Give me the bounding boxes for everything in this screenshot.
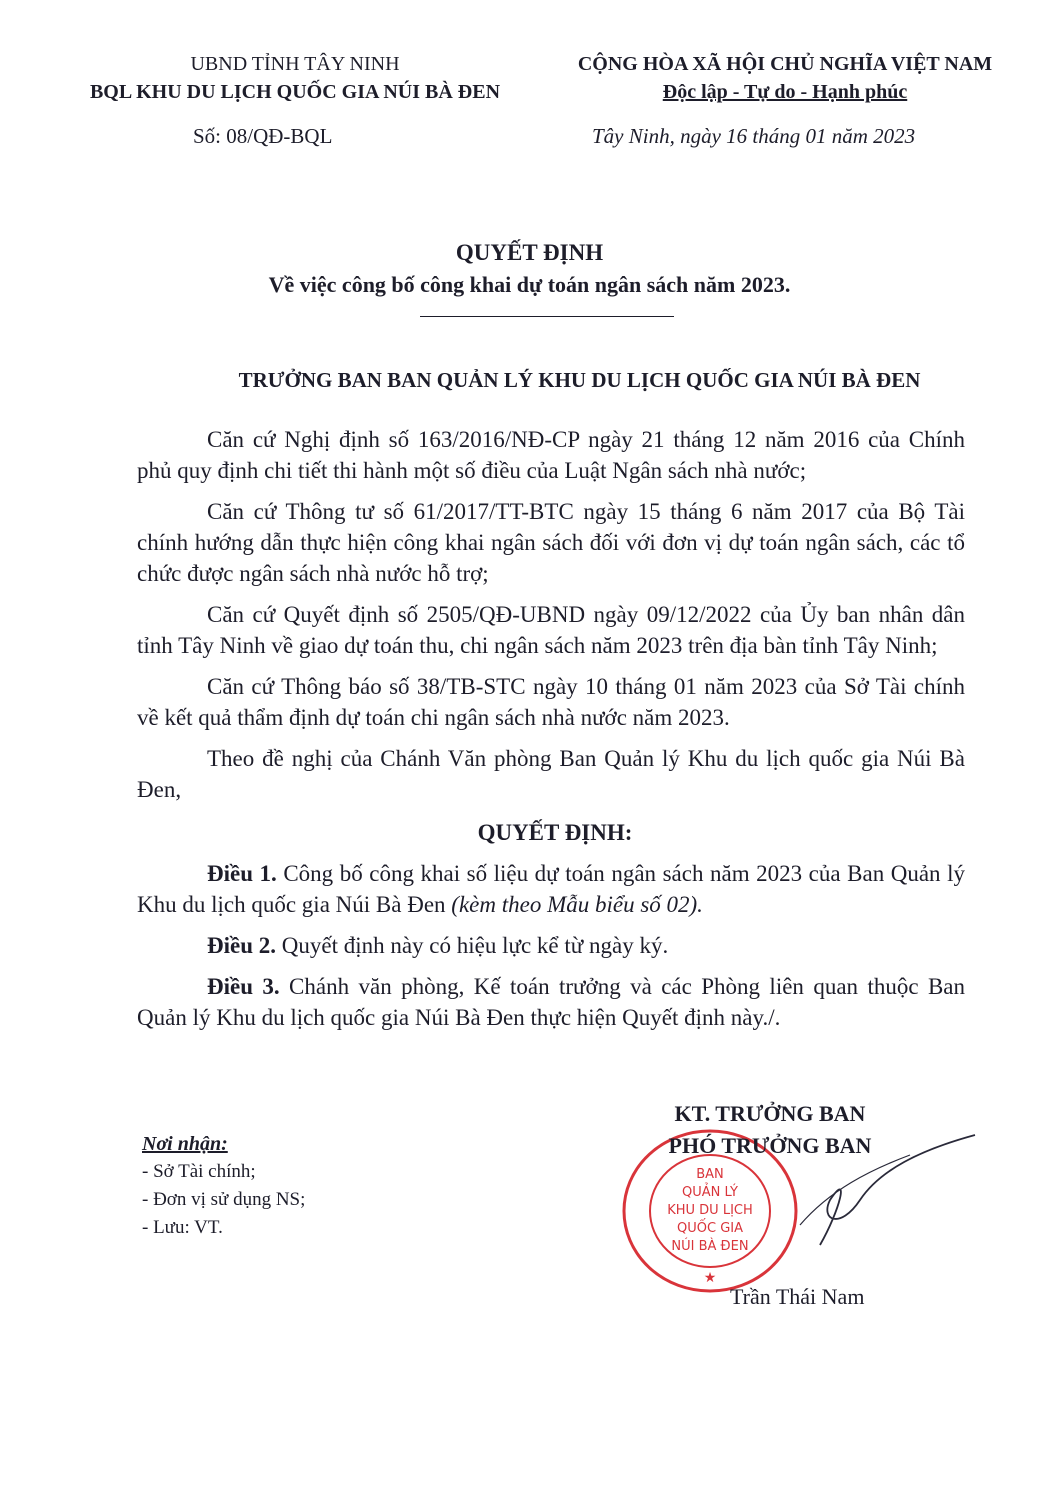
recital-1: Căn cứ Nghị định số 163/2016/NĐ-CP ngày 21 tháng 12 năm 2016 của Chính phủ quy định chi tiết thi hành một số điều của Luật Ngân sách nhà nước; [137, 427, 965, 483]
document-date: Tây Ninh, ngày 16 tháng 01 năm 2023 [592, 124, 916, 148]
seal-line: NÚI BÀ ĐEN [671, 1239, 749, 1254]
issuer-parent: UBND TỈNH TÂY NINH [190, 53, 400, 75]
document-title: QUYẾT ĐỊNH [455, 240, 604, 265]
recipient-item: - Đơn vị sử dụng NS; [142, 1189, 306, 1210]
recipients-heading: Nơi nhận: [142, 1133, 228, 1155]
signer-name: Trần Thái Nam [730, 1284, 865, 1309]
article-3-label: Điều 3. [207, 974, 280, 999]
document-subtitle: Về việc công bố công khai dự toán ngân sách năm 2023. [268, 272, 791, 297]
title-divider [420, 316, 674, 317]
issuer-block [40, 50, 550, 106]
article-2-text: Quyết định này có hiệu lực kể từ ngày ký. [276, 933, 669, 958]
article-2-label: Điều 2. [207, 933, 276, 958]
country-name: CỘNG HÒA XÃ HỘI CHỦ NGHĨA VIỆT NAM [577, 53, 993, 75]
seal-line: QUỐC GIA [677, 1221, 743, 1236]
national-motto: Độc lập - Tự do - Hạnh phúc [662, 81, 908, 103]
article-1-label: Điều 1. [207, 861, 277, 886]
issuer-name: BQL KHU DU LỊCH QUỐC GIA NÚI BÀ ĐEN [89, 81, 501, 103]
recipient-item: - Sở Tài chính; [142, 1161, 256, 1182]
issuing-authority: TRƯỞNG BAN BAN QUẢN LÝ KHU DU LỊCH QUỐC GIA NÚI BÀ ĐEN [238, 368, 921, 392]
seal-line: BAN [696, 1167, 724, 1182]
article-3 [137, 971, 965, 1033]
document-body [137, 424, 965, 1043]
seal-line: KHU DU LỊCH [667, 1203, 753, 1218]
recital-4: Căn cứ Thông báo số 38/TB-STC ngày 10 tháng 01 năm 2023 của Sở Tài chính về kết quả thẩm định dự toán chi ngân sách nhà nước năm 2023. [137, 674, 965, 730]
signature-title: KT. TRƯỞNG BAN [674, 1101, 866, 1126]
handwritten-signature [780, 1130, 980, 1250]
recital-3: Căn cứ Quyết định số 2505/QĐ-UBND ngày 09/12/2022 của Ủy ban nhân dân tỉnh Tây Ninh về giao dự toán thu, chi ngân sách năm 2023 trên địa bàn tỉnh Tây Ninh; [137, 602, 965, 658]
decision-heading: QUYẾT ĐỊNH: [477, 820, 633, 845]
seal-star-icon: ★ [703, 1271, 717, 1286]
seal-line: QUẢN LÝ [682, 1185, 738, 1200]
article-1 [137, 858, 965, 920]
national-motto-block [520, 50, 1050, 106]
recital-5: Theo đề nghị của Chánh Văn phòng Ban Quản lý Khu du lịch quốc gia Núi Bà Đen, [137, 746, 965, 802]
recipients-block [142, 1130, 305, 1242]
recipient-item: - Lưu: VT. [142, 1217, 223, 1238]
signature-role: PHÓ TRƯỞNG BAN [668, 1133, 872, 1158]
article-1-text: Công bố công khai số liệu dự toán ngân sách năm 2023 của Ban Quản lý Khu du lịch quốc gia Núi Bà Đen [137, 861, 965, 917]
document-number: Số: 08/QĐ-BQL [193, 124, 333, 148]
recital-2: Căn cứ Thông tư số 61/2017/TT-BTC ngày 15 tháng 6 năm 2017 của Bộ Tài chính hướng dẫn thực hiện công khai ngân sách đối với đơn vị dự toán ngân sách, các tổ chức được ngân sách nhà nước hỗ trợ; [137, 499, 965, 586]
article-3-text: Chánh văn phòng, Kế toán trưởng và các Phòng liên quan thuộc Ban Quản lý Khu du lịch quốc gia Núi Bà Đen thực hiện Quyết định này./. [137, 974, 965, 1030]
article-1-note: (kèm theo Mẫu biểu số 02). [451, 892, 703, 917]
article-2 [137, 930, 965, 961]
